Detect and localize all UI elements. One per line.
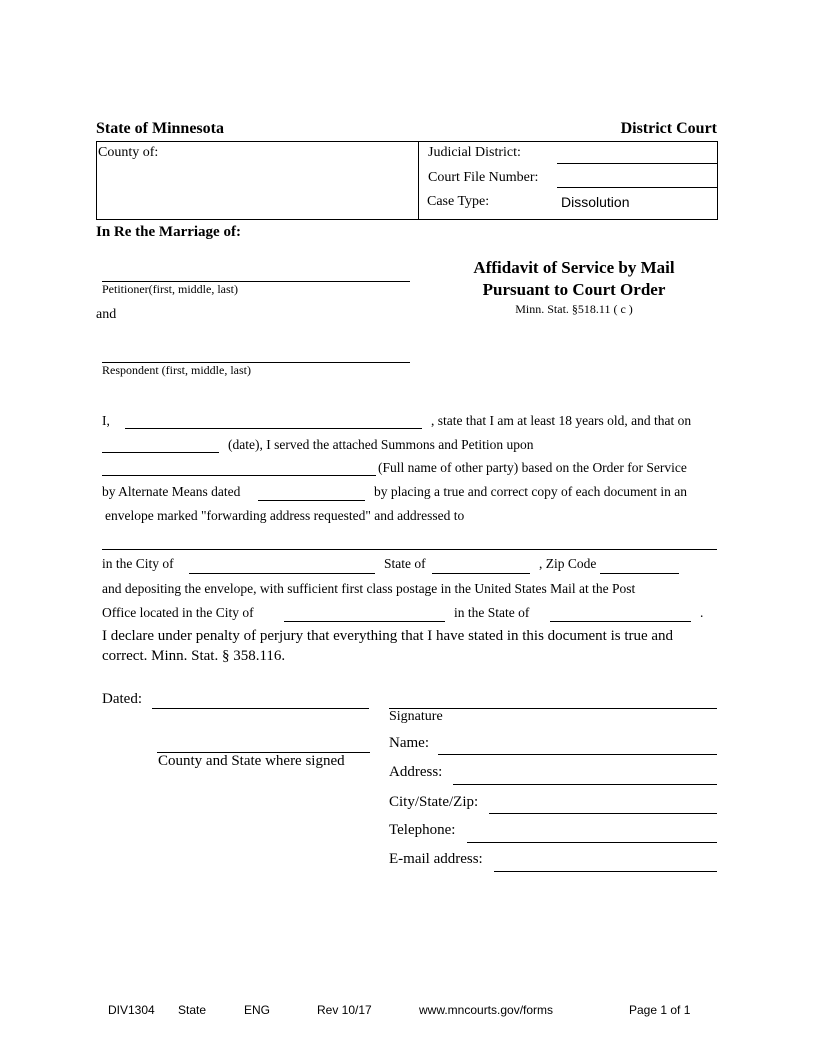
body-i: I, <box>102 413 110 428</box>
and-text: and <box>96 307 117 322</box>
body-post-office: Office located in the City of <box>102 605 254 620</box>
declaration-line2: correct. Minn. Stat. § 358.116. <box>102 648 286 664</box>
body-alt-means: by Alternate Means dated <box>102 484 241 499</box>
address-label: Address: <box>389 764 443 780</box>
footer-url[interactable]: www.mncourts.gov/forms <box>419 1003 554 1017</box>
body-envelope: envelope marked "forwarding address requested" and addressed to <box>105 508 465 523</box>
in-re-heading: In Re the Marriage of: <box>96 224 241 240</box>
state-field[interactable] <box>432 573 530 574</box>
form-statute: Minn. Stat. §518.11 ( c ) <box>515 302 633 316</box>
footer-revision: Rev 10/17 <box>317 1003 372 1017</box>
declaration-line1: I declare under penalty of perjury that everything that I have stated in this document is true and <box>102 628 674 644</box>
city-state-zip-field[interactable] <box>489 813 717 814</box>
body-period: . <box>700 605 704 620</box>
post-office-state-field[interactable] <box>550 621 691 622</box>
city-state-zip-label: City/State/Zip: <box>389 794 479 810</box>
respondent-label: Respondent (first, middle, last) <box>102 363 251 377</box>
body-depositing: and depositing the envelope, with sufficient first class postage in the United States Mail at the Post <box>102 581 636 596</box>
city-field[interactable] <box>189 573 375 574</box>
footer-form-number: DIV1304 <box>108 1003 155 1017</box>
body-in-state: in the State of <box>454 605 530 620</box>
body-in-city: in the City of <box>102 556 174 571</box>
name-label: Name: <box>389 735 429 751</box>
service-date-field[interactable] <box>102 452 219 453</box>
petitioner-label: Petitioner(first, middle, last) <box>102 282 238 296</box>
body-state-age: , state that I am at least 18 years old, and that on <box>431 413 692 428</box>
court-file-number-label: Court File Number: <box>428 170 539 185</box>
court-heading: District Court <box>620 120 717 137</box>
signature-label: Signature <box>389 709 443 724</box>
court-file-number-field[interactable] <box>557 187 717 188</box>
body-placing: by placing a true and correct copy of each document in an <box>374 484 687 499</box>
form-title-line2: Pursuant to Court Order <box>482 280 666 299</box>
mailing-address-field[interactable] <box>102 549 717 550</box>
county-state-signed-label: County and State where signed <box>158 753 345 769</box>
other-party-name-field[interactable] <box>102 475 376 476</box>
judicial-district-field[interactable] <box>557 163 717 164</box>
caption-table <box>96 141 718 220</box>
email-field[interactable] <box>494 871 717 872</box>
dated-field[interactable] <box>152 708 369 709</box>
case-type-label: Case Type: <box>427 194 490 209</box>
judicial-district-label: Judicial District: <box>428 145 521 160</box>
case-type-value: Dissolution <box>561 194 630 210</box>
body-zip: , Zip Code <box>539 556 597 571</box>
zip-code-field[interactable] <box>600 573 679 574</box>
email-label: E-mail address: <box>389 851 483 867</box>
name-field[interactable] <box>438 754 717 755</box>
order-date-field[interactable] <box>258 500 365 501</box>
footer-state: State <box>178 1003 207 1017</box>
dated-label: Dated: <box>102 691 142 707</box>
state-heading: State of Minnesota <box>96 120 224 137</box>
footer-page-number: Page 1 of 1 <box>629 1003 691 1017</box>
post-office-city-field[interactable] <box>284 621 445 622</box>
address-field[interactable] <box>453 784 717 785</box>
form-title-line1: Affidavit of Service by Mail <box>473 258 675 277</box>
body-full-name: (Full name of other party) based on the Order for Service <box>378 460 687 475</box>
caption-divider <box>418 142 419 219</box>
footer-language: ENG <box>244 1003 271 1017</box>
body-served: (date), I served the attached Summons and Petition upon <box>228 437 534 452</box>
body-state-of: State of <box>384 556 426 571</box>
telephone-field[interactable] <box>467 842 717 843</box>
county-label: County of: <box>98 145 159 160</box>
telephone-label: Telephone: <box>389 822 456 838</box>
affiant-name-field[interactable] <box>125 428 422 429</box>
